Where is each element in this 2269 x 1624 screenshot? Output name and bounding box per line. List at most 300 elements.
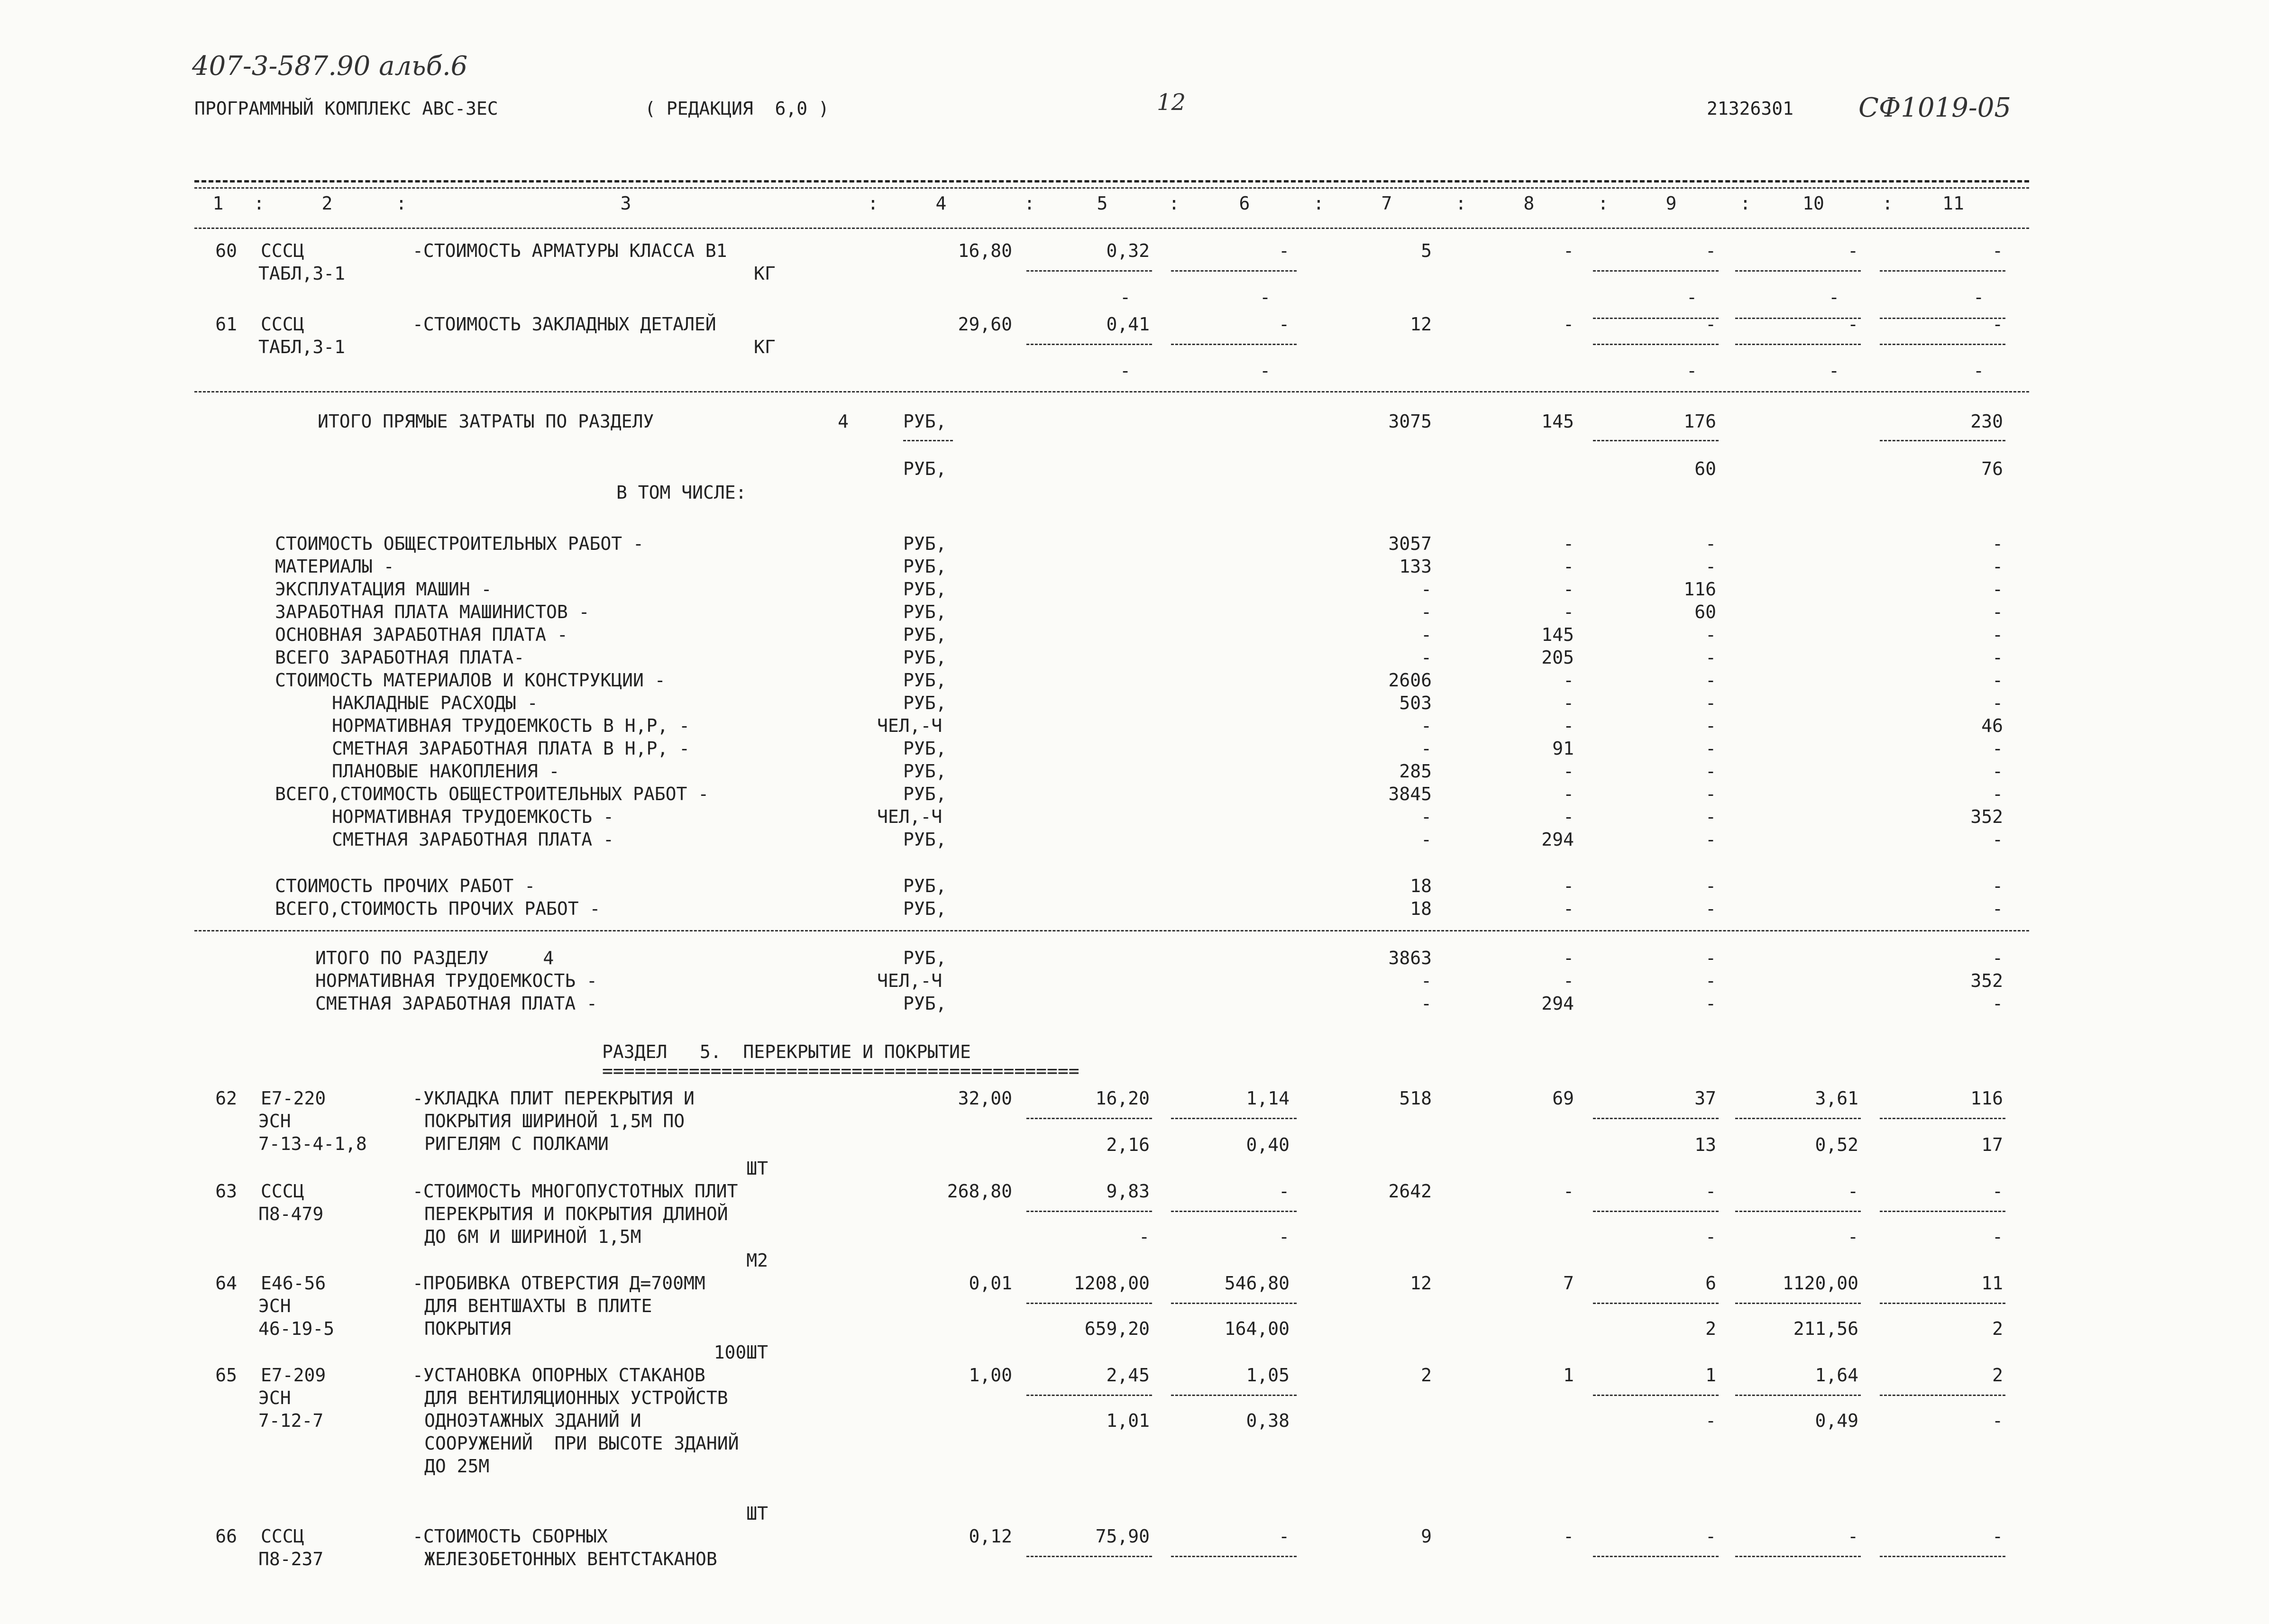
cell-separator bbox=[1026, 1303, 1152, 1304]
unit: 100ШТ bbox=[714, 1342, 768, 1363]
item-code: СССЦ bbox=[261, 1526, 304, 1547]
summary-c11: - bbox=[1992, 898, 2003, 919]
cell-separator bbox=[1593, 1118, 1719, 1119]
direct-total-c9: 176 bbox=[1683, 411, 1716, 432]
album-reference: 407-3-587.90 альб.6 bbox=[192, 51, 468, 82]
cell-separator bbox=[1735, 1395, 1861, 1396]
summary-unit: РУБ, bbox=[903, 761, 947, 782]
value-c11: - bbox=[1992, 314, 2003, 335]
column-separator: : bbox=[396, 193, 407, 214]
section-total-c8: 294 bbox=[1541, 993, 1574, 1014]
value-c7: 2 bbox=[1421, 1365, 1432, 1386]
value-c10b: 0,49 bbox=[1815, 1410, 1858, 1431]
cell-separator bbox=[1171, 270, 1297, 272]
summary-c11: 46 bbox=[1981, 715, 2003, 736]
summary-c7: - bbox=[1421, 647, 1432, 668]
summary-c11: - bbox=[1992, 670, 2003, 691]
summary-label: ВСЕГО,СТОИМОСТЬ ПРОЧИХ РАБОТ - bbox=[275, 898, 601, 919]
document-id: 21326301 bbox=[1707, 98, 1794, 119]
cell-separator bbox=[1171, 1118, 1297, 1119]
section-total-unit: РУБ, bbox=[903, 948, 947, 968]
summary-c7: 18 bbox=[1410, 898, 1432, 919]
summary-unit: РУБ, bbox=[903, 784, 947, 804]
cell-separator bbox=[1593, 1395, 1719, 1396]
item-code-2: ТАБЛ,3-1 bbox=[258, 337, 346, 357]
value-c10b: - bbox=[1829, 360, 1839, 381]
summary-c9: - bbox=[1705, 670, 1716, 691]
item-description: РИГЕЛЯМ С ПОЛКАМИ bbox=[424, 1133, 609, 1154]
section-total-unit: ЧЕЛ,-Ч bbox=[877, 970, 942, 991]
cell-separator bbox=[1735, 1556, 1861, 1557]
column-separator: : bbox=[868, 193, 878, 214]
summary-c8: 294 bbox=[1541, 829, 1574, 850]
item-description: -ПРОБИВКА ОТВЕРСТИЯ Д=700ММ bbox=[412, 1273, 705, 1294]
summary-c7: - bbox=[1421, 806, 1432, 827]
summary-c7: 3845 bbox=[1388, 784, 1432, 804]
item-code-3: 46-19-5 bbox=[258, 1318, 335, 1339]
cell-separator bbox=[1735, 344, 1861, 345]
cell-separator bbox=[1593, 270, 1719, 272]
cell-separator bbox=[1880, 270, 2005, 272]
value-c11: 2 bbox=[1992, 1365, 2003, 1386]
summary-unit: РУБ, bbox=[903, 738, 947, 759]
summary-c7: 18 bbox=[1410, 876, 1432, 896]
item-code-3: 7-13-4-1,8 bbox=[258, 1133, 367, 1154]
value-c7: 9 bbox=[1421, 1526, 1432, 1547]
item-description: СООРУЖЕНИЙ ПРИ ВЫСОТЕ ЗДАНИЙ bbox=[424, 1433, 739, 1454]
value-c5b: - bbox=[1120, 287, 1131, 308]
summary-label: НАКЛАДНЫЕ РАСХОДЫ - bbox=[332, 693, 538, 713]
section-total-label: ИТОГО ПО РАЗДЕЛУ 4 bbox=[315, 948, 554, 968]
value-c7: 2642 bbox=[1388, 1181, 1432, 1202]
summary-c7: - bbox=[1421, 829, 1432, 850]
cell-separator bbox=[1735, 1118, 1861, 1119]
summary-c8: - bbox=[1563, 602, 1574, 622]
summary-c8: - bbox=[1563, 579, 1574, 600]
summary-c9: - bbox=[1705, 784, 1716, 804]
item-number: 65 bbox=[215, 1365, 237, 1386]
summary-c8: - bbox=[1563, 898, 1574, 919]
value-c6: 546,80 bbox=[1224, 1273, 1290, 1294]
summary-c7: 133 bbox=[1399, 556, 1432, 577]
summary-c8: 145 bbox=[1541, 624, 1574, 645]
value-c11: - bbox=[1992, 1526, 2003, 1547]
column-separator: : bbox=[1455, 193, 1466, 214]
value-c9b: 2 bbox=[1705, 1318, 1716, 1339]
item-description: -УСТАНОВКА ОПОРНЫХ СТАКАНОВ bbox=[412, 1365, 705, 1386]
value-c6: 1,14 bbox=[1246, 1088, 1290, 1109]
value-c11: - bbox=[1992, 240, 2003, 261]
value-c10: 1,64 bbox=[1815, 1365, 1858, 1386]
value-c6: - bbox=[1279, 1526, 1290, 1547]
value-c5: 1208,00 bbox=[1073, 1273, 1150, 1294]
summary-label: ЗАРАБОТНАЯ ПЛАТА МАШИНИСТОВ - bbox=[275, 602, 590, 622]
value-c10: - bbox=[1848, 314, 1858, 335]
summary-c9: - bbox=[1705, 647, 1716, 668]
column-header-9: 9 bbox=[1665, 193, 1677, 214]
item-description: ПОКРЫТИЯ bbox=[424, 1318, 512, 1339]
summary-label: НОРМАТИВНАЯ ТРУДОЕМКОСТЬ В Н,Р, - bbox=[332, 715, 690, 736]
summary-c7: - bbox=[1421, 602, 1432, 622]
summary-c7: 3057 bbox=[1388, 533, 1432, 554]
summary-unit: РУБ, bbox=[903, 670, 947, 691]
value-c5b: 659,20 bbox=[1084, 1318, 1150, 1339]
value-c7: 12 bbox=[1410, 1273, 1432, 1294]
summary-c8: - bbox=[1563, 784, 1574, 804]
summary-c7: 503 bbox=[1399, 693, 1432, 713]
value-c5: 0,32 bbox=[1106, 240, 1150, 261]
section-rule bbox=[194, 391, 2029, 392]
item-code: Е7-209 bbox=[261, 1365, 326, 1386]
summary-c9: - bbox=[1705, 533, 1716, 554]
direct-total-unit-2: РУБ, bbox=[903, 458, 947, 479]
value-c8: - bbox=[1563, 240, 1574, 261]
direct-total-unit: РУБ, bbox=[903, 411, 947, 432]
summary-c11: 352 bbox=[1970, 806, 2003, 827]
summary-c9: 116 bbox=[1683, 579, 1716, 600]
section-total-c11: - bbox=[1992, 948, 2003, 968]
value-c9b: - bbox=[1705, 1226, 1716, 1247]
value-c11: 116 bbox=[1970, 1088, 2003, 1109]
summary-c7: - bbox=[1421, 624, 1432, 645]
summary-c8: - bbox=[1563, 761, 1574, 782]
cell-separator bbox=[1026, 1395, 1152, 1396]
summary-label: ВСЕГО ЗАРАБОТНАЯ ПЛАТА- bbox=[275, 647, 525, 668]
column-header-8: 8 bbox=[1523, 193, 1535, 214]
summary-c9: - bbox=[1705, 693, 1716, 713]
section-total-c8: - bbox=[1563, 948, 1574, 968]
section-total-c11: 352 bbox=[1970, 970, 2003, 991]
value-c8: 1 bbox=[1563, 1365, 1574, 1386]
cell-separator bbox=[1593, 440, 1719, 441]
unit: М2 bbox=[746, 1250, 768, 1271]
cell-separator bbox=[1880, 344, 2005, 345]
cell-separator bbox=[1593, 1556, 1719, 1557]
cell-separator bbox=[1880, 1211, 2005, 1212]
value-c6b: 0,40 bbox=[1246, 1134, 1290, 1155]
value-c5: 9,83 bbox=[1106, 1181, 1150, 1202]
summary-c8: - bbox=[1563, 715, 1574, 736]
unit: КГ bbox=[754, 263, 776, 284]
summary-unit: РУБ, bbox=[903, 829, 947, 850]
column-separator: : bbox=[1024, 193, 1035, 214]
item-number: 61 bbox=[215, 314, 237, 335]
item-number: 64 bbox=[215, 1273, 237, 1294]
value-c5b: 1,01 bbox=[1106, 1410, 1150, 1431]
direct-total-c9b: 60 bbox=[1694, 458, 1716, 479]
section-total-c7: 3863 bbox=[1388, 948, 1432, 968]
summary-unit: РУБ, bbox=[903, 533, 947, 554]
cell-separator bbox=[1735, 270, 1861, 272]
page-number: 12 bbox=[1157, 89, 1186, 116]
summary-c9: - bbox=[1705, 898, 1716, 919]
summary-label: МАТЕРИАЛЫ - bbox=[275, 556, 394, 577]
item-description: -СТОИМОСТЬ ЗАКЛАДНЫХ ДЕТАЛЕЙ bbox=[412, 314, 716, 335]
value-c9: 6 bbox=[1705, 1273, 1716, 1294]
item-code: СССЦ bbox=[261, 314, 304, 335]
direct-total-c11: 230 bbox=[1970, 411, 2003, 432]
item-code-2: П8-479 bbox=[258, 1204, 324, 1224]
summary-c11: - bbox=[1992, 533, 2003, 554]
value-c10: - bbox=[1848, 1526, 1858, 1547]
summary-c11: - bbox=[1992, 738, 2003, 759]
item-number: 62 bbox=[215, 1088, 237, 1109]
value-c6: - bbox=[1279, 1181, 1290, 1202]
value-c10b: - bbox=[1829, 287, 1839, 308]
summary-label: СМЕТНАЯ ЗАРАБОТНАЯ ПЛАТА В Н,Р, - bbox=[332, 738, 690, 759]
summary-label: НОРМАТИВНАЯ ТРУДОЕМКОСТЬ - bbox=[332, 806, 614, 827]
value-c7: 518 bbox=[1399, 1088, 1432, 1109]
summary-unit: ЧЕЛ,-Ч bbox=[877, 806, 942, 827]
item-code-3: 7-12-7 bbox=[258, 1410, 324, 1431]
direct-total-label: ИТОГО ПРЯМЫЕ ЗАТРАТЫ ПО РАЗДЕЛУ bbox=[318, 411, 654, 432]
summary-unit: РУБ, bbox=[903, 624, 947, 645]
section-total-label: СМЕТНАЯ ЗАРАБОТНАЯ ПЛАТА - bbox=[315, 993, 597, 1014]
summary-unit: РУБ, bbox=[903, 876, 947, 896]
summary-c8: - bbox=[1563, 556, 1574, 577]
value-c11b: - bbox=[1973, 287, 1984, 308]
header-top-rule bbox=[194, 180, 2029, 182]
column-separator: : bbox=[1740, 193, 1751, 214]
value-c9: - bbox=[1705, 1181, 1716, 1202]
column-header-10: 10 bbox=[1802, 193, 1824, 214]
value-qty: 29,60 bbox=[958, 314, 1012, 335]
section-total-c11: - bbox=[1992, 993, 2003, 1014]
item-description: ДО 25М bbox=[424, 1456, 490, 1477]
value-qty: 0,12 bbox=[969, 1526, 1012, 1547]
summary-unit: РУБ, bbox=[903, 602, 947, 622]
cell-separator bbox=[1171, 1395, 1297, 1396]
summary-label: СТОИМОСТЬ ПРОЧИХ РАБОТ - bbox=[275, 876, 536, 896]
unit: ШТ bbox=[746, 1503, 768, 1524]
item-code-2: ЭСН bbox=[258, 1387, 291, 1408]
section-total-c9: - bbox=[1705, 993, 1716, 1014]
value-c9b: - bbox=[1686, 287, 1697, 308]
value-qty: 1,00 bbox=[969, 1365, 1012, 1386]
summary-rule bbox=[194, 930, 2029, 931]
summary-unit: ЧЕЛ,-Ч bbox=[877, 715, 942, 736]
value-c9: - bbox=[1705, 314, 1716, 335]
value-qty: 16,80 bbox=[958, 240, 1012, 261]
summary-unit: РУБ, bbox=[903, 647, 947, 668]
value-c6b: 0,38 bbox=[1246, 1410, 1290, 1431]
summary-label: ВСЕГО,СТОИМОСТЬ ОБЩЕСТРОИТЕЛЬНЫХ РАБОТ - bbox=[275, 784, 709, 804]
summary-unit: РУБ, bbox=[903, 579, 947, 600]
summary-c11: - bbox=[1992, 579, 2003, 600]
value-c10: - bbox=[1848, 240, 1858, 261]
header-bottom-rule bbox=[194, 228, 2029, 229]
value-c6b: - bbox=[1260, 287, 1271, 308]
unit: ШТ bbox=[746, 1158, 768, 1179]
summary-c8: - bbox=[1563, 876, 1574, 896]
item-code-2: ЭСН bbox=[258, 1296, 291, 1316]
cell-separator bbox=[1593, 344, 1719, 345]
column-header-6: 6 bbox=[1239, 193, 1250, 214]
summary-c7: 285 bbox=[1399, 761, 1432, 782]
cell-separator bbox=[1171, 1556, 1297, 1557]
summary-c9: - bbox=[1705, 806, 1716, 827]
cell-separator bbox=[1880, 440, 2005, 441]
item-code-2: П8-237 bbox=[258, 1549, 324, 1569]
including-label: В ТОМ ЧИСЛЕ: bbox=[616, 482, 747, 503]
item-description: -СТОИМОСТЬ МНОГОПУСТОТНЫХ ПЛИТ bbox=[412, 1181, 738, 1202]
value-c9b: - bbox=[1686, 360, 1697, 381]
value-c6b: - bbox=[1260, 360, 1271, 381]
value-c10b: - bbox=[1848, 1226, 1858, 1247]
item-number: 63 bbox=[215, 1181, 237, 1202]
summary-label: СМЕТНАЯ ЗАРАБОТНАЯ ПЛАТА - bbox=[332, 829, 614, 850]
cell-separator bbox=[1026, 344, 1152, 345]
section-total-c9: - bbox=[1705, 948, 1716, 968]
column-separator: : bbox=[1313, 193, 1324, 214]
cell-separator bbox=[903, 440, 953, 441]
value-c5: 0,41 bbox=[1106, 314, 1150, 335]
cell-separator bbox=[1880, 1118, 2005, 1119]
value-c8: - bbox=[1563, 1181, 1574, 1202]
section-total-unit: РУБ, bbox=[903, 993, 947, 1014]
value-c9b: - bbox=[1705, 1410, 1716, 1431]
value-c9: 37 bbox=[1694, 1088, 1716, 1109]
cell-separator bbox=[1026, 1211, 1152, 1212]
cell-separator bbox=[1171, 344, 1297, 345]
value-c11: - bbox=[1992, 1181, 2003, 1202]
value-c6b: - bbox=[1279, 1226, 1290, 1247]
value-c9: - bbox=[1705, 240, 1716, 261]
summary-c7: 2606 bbox=[1388, 670, 1432, 691]
item-code-2: ТАБЛ,3-1 bbox=[258, 263, 346, 284]
value-c8: - bbox=[1563, 1526, 1574, 1547]
value-c7: 12 bbox=[1410, 314, 1432, 335]
item-code: Е46-56 bbox=[261, 1273, 326, 1294]
cell-separator bbox=[1026, 1118, 1152, 1119]
item-code: Е7-220 bbox=[261, 1088, 326, 1109]
value-c7: 5 bbox=[1421, 240, 1432, 261]
value-c6b: 164,00 bbox=[1224, 1318, 1290, 1339]
section-5-title: РАЗДЕЛ 5. ПЕРЕКРЫТИЕ И ПОКРЫТИЕ bbox=[602, 1041, 971, 1062]
column-header-5: 5 bbox=[1097, 193, 1108, 214]
summary-label: СТОИМОСТЬ ОБЩЕСТРОИТЕЛЬНЫХ РАБОТ - bbox=[275, 533, 644, 554]
revision: ( РЕДАКЦИЯ 6,0 ) bbox=[645, 98, 829, 119]
column-separator: : bbox=[1882, 193, 1893, 214]
summary-c11: - bbox=[1992, 784, 2003, 804]
summary-c8: 205 bbox=[1541, 647, 1574, 668]
column-header-1: 1 bbox=[212, 193, 224, 214]
column-separator: : bbox=[1169, 193, 1180, 214]
value-c5: 75,90 bbox=[1095, 1526, 1150, 1547]
value-c5b: - bbox=[1139, 1226, 1150, 1247]
summary-c9: - bbox=[1705, 876, 1716, 896]
cell-separator bbox=[1735, 1303, 1861, 1304]
summary-unit: РУБ, bbox=[903, 898, 947, 919]
unit: КГ bbox=[754, 337, 776, 357]
value-c10b: 211,56 bbox=[1793, 1318, 1858, 1339]
value-c6: - bbox=[1279, 240, 1290, 261]
cell-separator bbox=[1735, 1211, 1861, 1212]
value-qty: 32,00 bbox=[958, 1088, 1012, 1109]
value-c10: 1120,00 bbox=[1782, 1273, 1858, 1294]
cell-separator bbox=[1026, 1556, 1152, 1557]
value-c10: - bbox=[1848, 1181, 1858, 1202]
summary-c11: - bbox=[1992, 876, 2003, 896]
summary-c9: - bbox=[1705, 761, 1716, 782]
value-c11b: 17 bbox=[1981, 1134, 2003, 1155]
summary-c9: - bbox=[1705, 556, 1716, 577]
value-c11b: - bbox=[1992, 1410, 2003, 1431]
value-c11b: 2 bbox=[1992, 1318, 2003, 1339]
summary-c7: - bbox=[1421, 579, 1432, 600]
summary-c11: - bbox=[1992, 647, 2003, 668]
column-header-3: 3 bbox=[620, 193, 631, 214]
summary-c11: - bbox=[1992, 602, 2003, 622]
section-total-label: НОРМАТИВНАЯ ТРУДОЕМКОСТЬ - bbox=[315, 970, 597, 991]
value-c11: 11 bbox=[1981, 1273, 2003, 1294]
item-description: ПОКРЫТИЯ ШИРИНОЙ 1,5М ПО bbox=[424, 1111, 685, 1131]
cell-separator bbox=[1171, 1303, 1297, 1304]
direct-total-section: 4 bbox=[838, 411, 849, 432]
item-number: 66 bbox=[215, 1526, 237, 1547]
column-separator: : bbox=[254, 193, 265, 214]
value-c6: - bbox=[1279, 314, 1290, 335]
value-c5: 16,20 bbox=[1095, 1088, 1150, 1109]
summary-c9: - bbox=[1705, 738, 1716, 759]
column-header-7: 7 bbox=[1381, 193, 1392, 214]
value-c9: - bbox=[1705, 1526, 1716, 1547]
cell-separator bbox=[1026, 270, 1152, 272]
summary-c8: 91 bbox=[1552, 738, 1574, 759]
item-description: ДЛЯ ВЕНТИЛЯЦИОННЫХ УСТРОЙСТВ bbox=[424, 1387, 728, 1408]
value-c6: 1,05 bbox=[1246, 1365, 1290, 1386]
summary-unit: РУБ, bbox=[903, 693, 947, 713]
summary-c8: - bbox=[1563, 693, 1574, 713]
summary-c11: - bbox=[1992, 624, 2003, 645]
summary-c9: - bbox=[1705, 715, 1716, 736]
item-description: -СТОИМОСТЬ СБОРНЫХ bbox=[412, 1526, 608, 1547]
item-code: СССЦ bbox=[261, 1181, 304, 1202]
item-description: ДЛЯ ВЕНТШАХТЫ В ПЛИТЕ bbox=[424, 1296, 652, 1316]
value-c11b: - bbox=[1973, 360, 1984, 381]
summary-c8: - bbox=[1563, 533, 1574, 554]
value-c8: 7 bbox=[1563, 1273, 1574, 1294]
value-c5b: - bbox=[1120, 360, 1131, 381]
summary-c11: - bbox=[1992, 829, 2003, 850]
item-number: 60 bbox=[215, 240, 237, 261]
column-header-2: 2 bbox=[321, 193, 333, 214]
item-code: СССЦ bbox=[261, 240, 304, 261]
summary-c11: - bbox=[1992, 761, 2003, 782]
document-code: СФ1019-05 bbox=[1858, 92, 2012, 123]
section-total-c7: - bbox=[1421, 993, 1432, 1014]
item-description: ДО 6М И ШИРИНОЙ 1,5М bbox=[424, 1226, 641, 1247]
value-c8: - bbox=[1563, 314, 1574, 335]
direct-total-c7: 3075 bbox=[1388, 411, 1432, 432]
summary-c9: 60 bbox=[1694, 602, 1716, 622]
summary-c7: - bbox=[1421, 715, 1432, 736]
cell-separator bbox=[1880, 1303, 2005, 1304]
section-total-c9: - bbox=[1705, 970, 1716, 991]
value-c11b: - bbox=[1992, 1226, 2003, 1247]
cell-separator bbox=[1880, 1395, 2005, 1396]
column-header-11: 11 bbox=[1942, 193, 1964, 214]
cell-separator bbox=[1593, 1211, 1719, 1212]
item-description: ОДНОЭТАЖНЫХ ЗДАНИЙ И bbox=[424, 1410, 641, 1431]
item-description: -УКЛАДКА ПЛИТ ПЕРЕКРЫТИЯ И bbox=[412, 1088, 695, 1109]
summary-c8: - bbox=[1563, 670, 1574, 691]
value-c8: 69 bbox=[1552, 1088, 1574, 1109]
summary-label: ЭКСПЛУАТАЦИЯ МАШИН - bbox=[275, 579, 492, 600]
section-total-c7: - bbox=[1421, 970, 1432, 991]
item-description: ЖЕЛЕЗОБЕТОННЫХ ВЕНТСТАКАНОВ bbox=[424, 1549, 717, 1569]
summary-label: ПЛАНОВЫЕ НАКОПЛЕНИЯ - bbox=[332, 761, 560, 782]
